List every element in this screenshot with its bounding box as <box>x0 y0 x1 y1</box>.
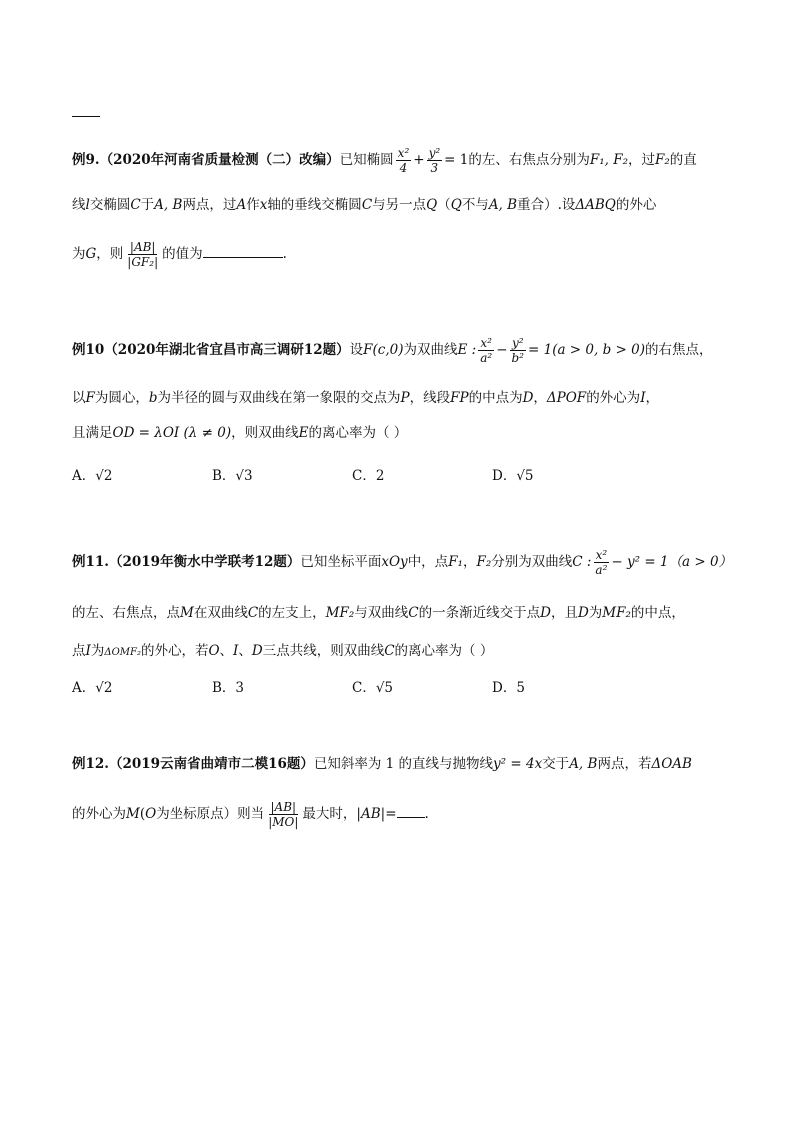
ex10-option-c[interactable]: C．2 <box>352 468 385 484</box>
ex12-ratio: $\frac{|AB|}{|MO|}$ <box>268 800 299 829</box>
ex11-option-c[interactable]: C．√5 <box>352 680 394 696</box>
ex9-source: （2020年河南省质量检测（二）改编） <box>99 152 340 168</box>
ex9-frac-x: $\frac{\text{x²}}{4}$ <box>397 146 410 175</box>
ex10-vector-condition: OD = λOI (λ ≠ 0) <box>112 425 232 441</box>
ex12-line2: 的外心为M(O为坐标原点）则当 $\frac{|AB|}{|MO|}$ 最大时，|AB|= . <box>72 800 429 829</box>
ex10-choices <box>72 464 724 488</box>
ex9-label: 例9. <box>72 152 100 168</box>
ex10-label: 例10 <box>72 342 105 358</box>
ex11-choices <box>72 676 724 700</box>
ex9-frac-y: $\frac{\text{y²}}{3}$ <box>428 146 441 175</box>
ex11-source: （2019年衡水中学联考12题） <box>109 554 301 570</box>
ex9-line3: 为G，则 $\frac{|AB|}{\text{|GF₂|}}$ 的值为 . <box>72 240 287 269</box>
ex11-option-b[interactable]: B．3 <box>212 680 245 696</box>
ex12-line1: 例12.（2019云南省曲靖市二模16题）已知斜率为 1 的直线与抛物线y² = 4x交于A, B两点，若ΔOAB <box>72 756 692 772</box>
ex12-label: 例12. <box>72 756 109 772</box>
ex10-option-b[interactable]: B．√3 <box>212 468 253 484</box>
ex10-option-a[interactable]: A．√2 <box>72 468 113 484</box>
ex10-line2: 以F为圆心，b为半径的圆与双曲线在第一象限的交点为P，线段FP的中点为D，ΔPOF的外心为I， <box>72 390 660 406</box>
ex11-label: 例11. <box>72 554 109 570</box>
ex10-option-d[interactable]: D．√5 <box>492 468 534 484</box>
ex9-line1: 例9.（2020年河南省质量检测（二）改编）已知椭圆 $\frac{\text{x²}}{4}$ + $\frac{\text{y²}}{3}$ = 1的左、右焦点分别为F₁, F₂，过F₂的直 <box>72 146 697 175</box>
ex10-line1: 例10（2020年湖北省宜昌市高三调研12题）设F(c,0)为双曲线E : $\frac{\text{x²}}{\text{a²}}$ − $\frac{\text{y²}}{\text{b²}}$ = 1(a > 0, b > 0)的右焦点， <box>72 336 713 365</box>
ex10-line3: 且满足OD = λOI (λ ≠ 0)，则双曲线E的离心率为（ ） <box>72 425 408 441</box>
ex11-line3: 点I为ΔOMF₂的外心，若O、I、D三点共线，则双曲线C的离心率为（ ） <box>72 643 494 659</box>
ex12-source: （2019云南省曲靖市二模16题） <box>109 756 314 772</box>
ex11-line1: 例11.（2019年衡水中学联考12题）已知坐标平面xOy中，点F₁，F₂分别为双曲线C : $\frac{\text{x²}}{\text{a²}}$ − y² = 1（a > 0） <box>72 548 733 577</box>
ex9-ratio: $\frac{|AB|}{\text{|GF₂|}}$ <box>127 240 159 269</box>
ex12-answer-blank[interactable] <box>397 803 425 818</box>
top-blank <box>72 116 100 117</box>
ex9-answer-blank[interactable] <box>203 243 283 258</box>
ex9-line2: 线l交椭圆C于A, B两点，过A作x轴的垂线交椭圆C与另一点Q（Q不与A, B重合）.设ΔABQ的外心 <box>72 197 657 213</box>
ex11-option-a[interactable]: A．√2 <box>72 680 113 696</box>
ex10-source: （2020年湖北省宜昌市高三调研12题） <box>104 342 350 358</box>
ex11-option-d[interactable]: D．5 <box>492 680 525 696</box>
ex11-line2: 的左、右焦点，点M在双曲线C的左支上，MF₂与双曲线C的一条渐近线交于点D，且D为MF₂的中点， <box>72 605 685 621</box>
